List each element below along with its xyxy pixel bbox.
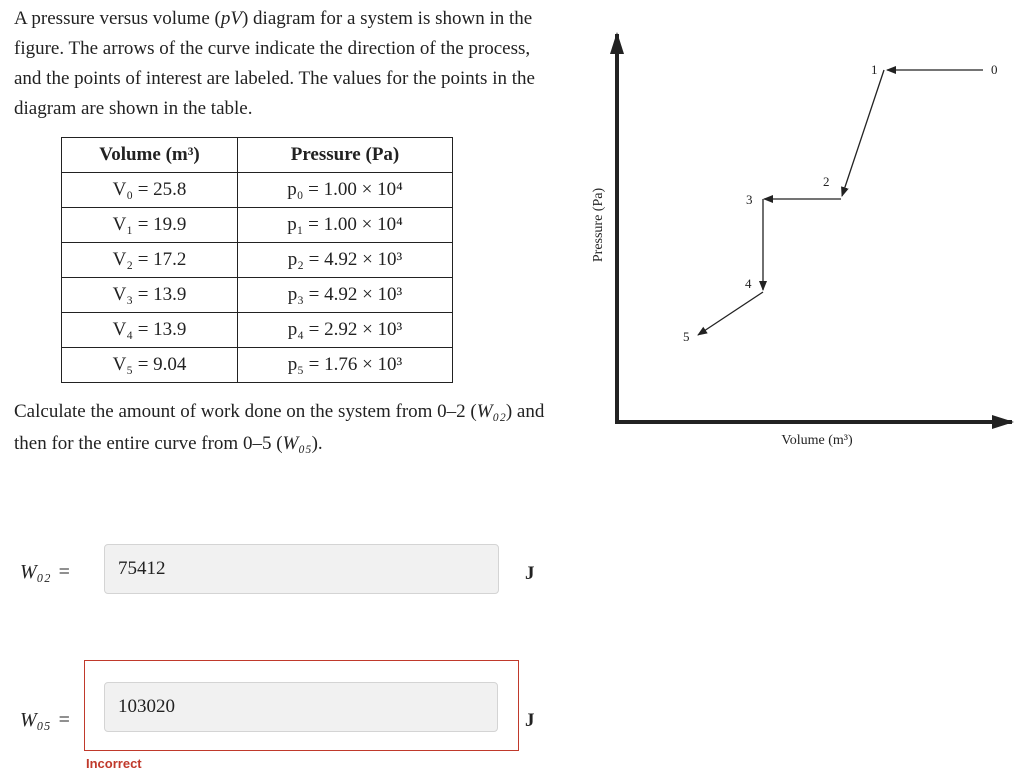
pv-diagram [580,20,1020,460]
pressure-cell: p₁ = 1.00 × 10⁴ [238,208,453,243]
w05-answer-field[interactable] [104,682,498,732]
volume-cell: V₅ = 9.04 [62,348,238,383]
problem-intro: A pressure versus volume (pV) diagram for a system is shown in the figure. The arrows of the curve indicate the direction of the process, and the points of interest are labeled. The values for the points in the diagram are shown in the table. [14,8,535,119]
segment-1-2 [842,70,884,196]
pressure-cell: p₄ = 2.92 × 10³ [238,313,453,348]
point-label-5: 5 [683,329,690,344]
table-row [62,313,453,348]
point-label-2: 2 [823,174,830,189]
w05-unit: J [525,710,535,731]
pressure-cell: p₀ = 1.00 × 10⁴ [238,173,453,208]
w02-label: W₀₂ = [20,561,70,583]
w02-unit: J [525,563,535,584]
w02-answer-field[interactable] [104,544,499,594]
pressure-cell: p₂ = 4.92 × 10³ [238,243,453,278]
w05-label: W₀₅ = [20,709,70,731]
volume-header: Volume (m³) [62,138,238,173]
pressure-header: Pressure (Pa) [238,138,453,173]
table-row [62,278,453,313]
x-axis-label: Volume (m³) [781,433,853,448]
values-table [61,137,453,383]
point-label-0: 0 [991,62,998,77]
volume-cell: V₁ = 19.9 [62,208,238,243]
point-label-3: 3 [746,192,753,207]
w05-value: 103020 [118,696,175,717]
y-axis-label: Pressure (Pa) [591,187,606,263]
volume-cell: V₀ = 25.8 [62,173,238,208]
volume-cell: V₄ = 13.9 [62,313,238,348]
point-label-1: 1 [871,62,878,77]
pressure-cell: p₅ = 1.76 × 10³ [238,348,453,383]
table-row [62,173,453,208]
point-label-4: 4 [745,276,752,291]
w02-value: 75412 [118,558,166,579]
table-row [62,208,453,243]
table-row [62,348,453,383]
segment-4-5 [698,292,763,335]
volume-cell: V₂ = 17.2 [62,243,238,278]
table-row [62,243,453,278]
volume-cell: V₃ = 13.9 [62,278,238,313]
question-text: Calculate the amount of work done on the system from 0–2 (W₀₂) and then for the entire curve from 0–5 (W₀₅). [14,401,545,454]
table-header-row [62,138,453,173]
pressure-cell: p₃ = 4.92 × 10³ [238,278,453,313]
pv-symbol: pV [220,8,242,29]
w05-status-message: Incorrect [86,756,142,771]
